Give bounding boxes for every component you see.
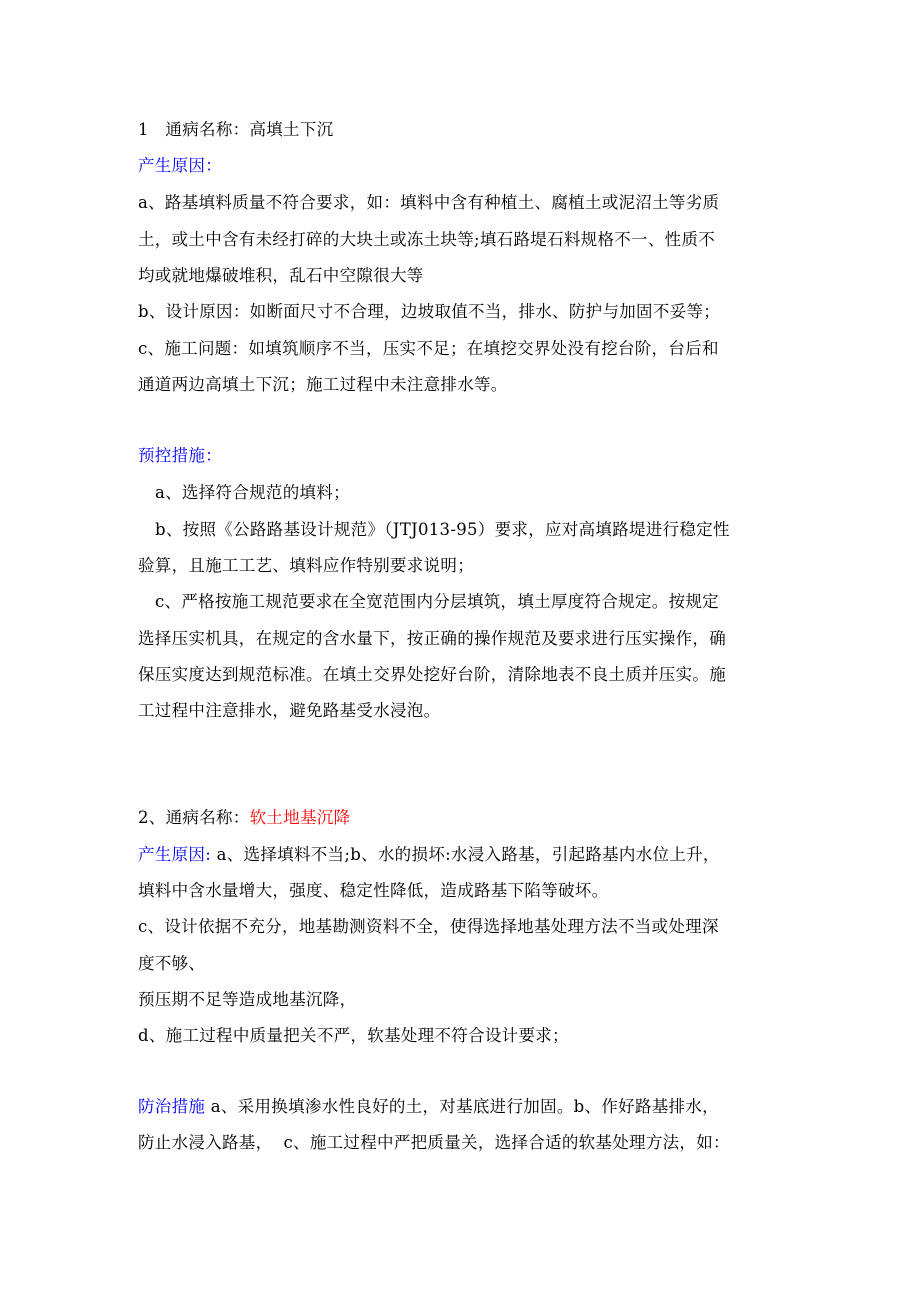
title-prefix: 2、通病名称： [138,808,250,827]
paragraph-line: 通道两边高填土下沉；施工过程中未注意排水等。 [138,375,508,394]
paragraph-line: 验算，且施工工艺、填料应作特别要求说明； [138,556,474,575]
paragraph-line: 均或就地爆破堆积，乱石中空隙很大等 [138,266,424,285]
defect-name: 软土地基沉降 [249,808,351,827]
paragraph-line: c、严格按施工规范要求在全宽范围内分层填筑，填土厚度符合规定。按规定 [155,592,719,611]
section1-measure-heading: 预控措施： [138,446,222,465]
paragraph-line: b、按照《公路路基设计规范》（JTJ013-95）要求，应对高填路堤进行稳定性 [155,520,730,539]
section2-cause-heading: 产生原因: [138,845,212,864]
section1-title [138,120,333,140]
paragraph-line: 保压实度达到规范标准。在填土交界处挖好台阶，清除地表不良土质并压实。施 [138,665,726,684]
defect-name: 高填土下沉 [249,120,334,139]
paragraph-line: c、设计依据不充分，地基勘测资料不全，使得选择地基处理方法不当或处理深 [138,917,719,936]
paragraph-line: 度不够、 [138,954,206,973]
paragraph-line: b、设计原因：如断面尺寸不合理，边坡取值不当，排水、防护与加固不妥等； [138,302,721,321]
section2-measure-line [138,1097,719,1117]
section1-cause-heading: 产生原因： [138,156,222,175]
paragraph-line: a、路基填料质量不符合要求，如：填料中含有种植土、腐植土或泥沼土等劣质 [138,193,720,212]
paragraph-line: c、施工问题：如填筑顺序不当，压实不足；在填挖交界处没有挖台阶，台后和 [138,339,719,358]
paragraph-line: 预压期不足等造成地基沉降， [138,990,357,1009]
title-prefix: 1 通病名称： [138,120,250,139]
paragraph-line: 工过程中注意排水，避免路基受水浸泡。 [138,701,441,720]
section2-cause-line [138,845,720,865]
paragraph-text: a、采用换填渗水性良好的土，对基底进行加固。b、作好路基排水， [205,1097,719,1116]
paragraph-line: a、选择符合规范的填料； [155,483,350,502]
paragraph-text: a、选择填料不当;b、水的损坏:水浸入路基，引起路基内水位上升， [211,845,720,864]
paragraph-line: 选择压实机具，在规定的含水量下，按正确的操作规范及要求进行压实操作，确 [138,629,726,648]
section2-measure-heading: 防治措施 [138,1097,206,1116]
paragraph-line: 填料中含水量增大，强度、稳定性降低，造成路基下陷等破坏。 [138,881,609,900]
section2-title [138,808,350,828]
paragraph-line: 土，或土中含有未经打碎的大块土或冻土块等;填石路堤石料规格不一、性质不 [138,230,716,249]
paragraph-line: d、施工过程中质量把关不严，软基处理不符合设计要求； [138,1026,569,1045]
paragraph-line: 防止水浸入路基， c、施工过程中严把质量关，选择合适的软基处理方法，如： [138,1133,730,1152]
